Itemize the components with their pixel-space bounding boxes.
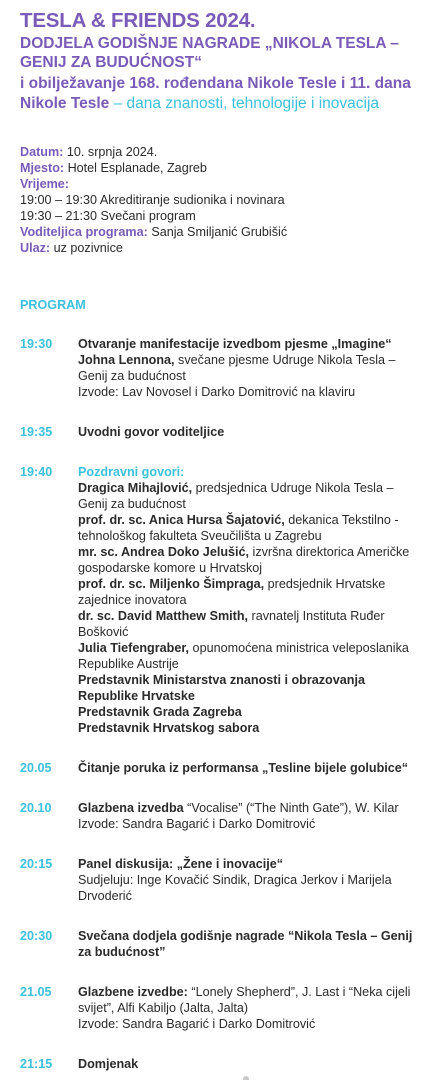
- program-time: 21:15: [20, 1057, 53, 1071]
- program-item: [20, 1056, 416, 1072]
- occasion-bold: i obilježavanje 168. rođendana Nikole Tesle i 11. dana Nikole Tesle: [20, 75, 411, 112]
- time-line-2: 19:30 – 21:30 Svečani program: [20, 209, 196, 223]
- time-label: Vrijeme:: [20, 177, 70, 191]
- program-time: 19:40: [20, 465, 53, 479]
- event-info: [20, 144, 416, 256]
- program-title: Panel diskusija: „Žene i inovacije“: [78, 857, 284, 871]
- program-desc: [78, 424, 416, 440]
- program-title: Čitanje poruka iz performansa „Tesline bijele golubice“: [78, 761, 409, 775]
- speaker: [78, 640, 416, 672]
- info-place: [20, 160, 416, 176]
- page-edge-mark: [243, 1076, 249, 1080]
- date-value: 10. srpnja 2024.: [63, 145, 158, 159]
- speaker: [78, 672, 416, 704]
- event-subtitle: DODJELA GODIŠNJE NAGRADE „NIKOLA TESLA – GENIJ ZA BUDUĆNOST“: [20, 35, 399, 71]
- program-title: Otvaranje manifestacije izvedbom pjesme „Imagine“: [78, 337, 392, 351]
- program-time: 20.10: [20, 801, 52, 815]
- program-title: Uvodni govor voditeljice: [78, 425, 225, 439]
- info-entry: [20, 240, 416, 256]
- entry-label: Ulaz:: [20, 241, 51, 255]
- program-desc: [78, 464, 416, 736]
- speaker: [78, 608, 416, 640]
- program-title: Domjenak: [78, 1057, 139, 1071]
- program-title: Svečana dodjela godišnje nagrade “Nikola Tesla – Genij za budućnost”: [78, 929, 413, 959]
- program-item: [20, 760, 416, 776]
- entry-value: uz pozivnice: [50, 241, 123, 255]
- program-time: 21.05: [20, 985, 52, 999]
- program-line-rest: svečane pjesme Udruge Nikola Tesla – Genij za budućnost: [78, 353, 396, 383]
- program-title: Pozdravni govori:: [78, 465, 185, 479]
- program-performers: Izvode: Sandra Bagarić i Darko Domitrović: [78, 1017, 316, 1031]
- program-participants: Sudjeluju: Inge Kovačić Sindik, Dragica Jerkov i Marijela Drvoderić: [78, 873, 392, 903]
- program-performers: Izvode: Sandra Bagarić i Darko Domitrović: [78, 817, 316, 831]
- program-time: 20.05: [20, 761, 52, 775]
- program-time: 19:35: [20, 425, 53, 439]
- program-time: 19:30: [20, 337, 53, 351]
- program-item: [20, 984, 416, 1032]
- speaker: [78, 544, 416, 576]
- program-item: [20, 928, 416, 960]
- program-title: Glazbene izvedbe:: [78, 985, 188, 999]
- program-list: [20, 336, 416, 1072]
- program-time: 20:15: [20, 857, 53, 871]
- speaker-name: Predstavnik Hrvatskog sabora: [78, 721, 260, 735]
- program-item: [20, 424, 416, 440]
- place-label: Mjesto:: [20, 161, 65, 175]
- program-time: 20:30: [20, 929, 53, 943]
- program-desc: [78, 336, 416, 400]
- program-title-rest: “Lonely Shepherd”, J. Last i “Neka cijeli svijet”, Alfi Kabiljo (Jalta, Jalta): [78, 985, 411, 1015]
- speaker-name: Dragica Mihajlović,: [78, 481, 193, 495]
- speaker-role: dekanica Tekstilno - tehnološkog fakulteta Sveučilišta u Zagrebu: [78, 513, 399, 543]
- host-label: Voditeljica programa:: [20, 225, 148, 239]
- speaker: [78, 720, 416, 736]
- info-date: [20, 144, 416, 160]
- speaker-name: prof. dr. sc. Miljenko Šimpraga,: [78, 577, 265, 591]
- time-line-1: 19:00 – 19:30 Akreditiranje sudionika i novinara: [20, 193, 285, 207]
- speaker: [78, 704, 416, 720]
- speaker-role: opunomoćena ministrica veleposlanika Republike Austrije: [78, 641, 409, 671]
- program-line-bold: Johna Lennona,: [78, 353, 175, 367]
- program-item: [20, 464, 416, 736]
- program-desc: [78, 1056, 416, 1072]
- speaker-name: dr. sc. David Matthew Smith,: [78, 609, 249, 623]
- program-desc: [78, 760, 416, 776]
- speaker-role: predsjednik Hrvatske zajednice inovatora: [78, 577, 386, 607]
- place-value: Hotel Esplanade, Zagreb: [64, 161, 207, 175]
- program-title: Glazbena izvedba: [78, 801, 184, 815]
- event-title: TESLA & FRIENDS 2024.: [20, 9, 256, 32]
- program-desc: [78, 856, 416, 904]
- info-host: [20, 224, 416, 240]
- invitation-page: [20, 10, 416, 1072]
- speaker-name: Predstavnik Ministarstva znanosti i obrazovanja Republike Hrvatske: [78, 673, 365, 703]
- program-performers: Izvode: Lav Novosel i Darko Domitrović na klaviru: [78, 385, 356, 399]
- host-value: Sanja Smiljanić Grubišić: [147, 225, 288, 239]
- program-item: [20, 800, 416, 832]
- program-desc: [78, 928, 416, 960]
- speaker-name: mr. sc. Andrea Doko Jelušić,: [78, 545, 250, 559]
- speaker-name: prof. dr. sc. Anica Hursa Šajatović,: [78, 513, 285, 527]
- program-desc: [78, 800, 416, 832]
- speaker-name: Predstavnik Grada Zagreba: [78, 705, 242, 719]
- event-occasion: [20, 74, 416, 114]
- speaker-name: Julia Tiefengraber,: [78, 641, 190, 655]
- speaker-role: izvršna direktorica Američke gospodarske komore u Hrvatskoj: [78, 545, 410, 575]
- program-item: [20, 856, 416, 904]
- program-title-rest: “Vocalise” (“The Ninth Gate”), W. Kilar: [183, 801, 399, 815]
- speaker-role: ravnatelj Instituta Ruđer Bošković: [78, 609, 385, 639]
- date-label: Datum:: [20, 145, 64, 159]
- program-item: [20, 336, 416, 400]
- occasion-rest: – dana znanosti, tehnologije i inovacija: [109, 95, 380, 112]
- speaker: [78, 512, 416, 544]
- program-heading: PROGRAM: [20, 298, 86, 312]
- program-desc: [78, 984, 416, 1032]
- speaker-role: predsjednica Udruge Nikola Tesla – Genij za budućnost: [78, 481, 394, 511]
- speaker: [78, 480, 416, 512]
- speaker: [78, 576, 416, 608]
